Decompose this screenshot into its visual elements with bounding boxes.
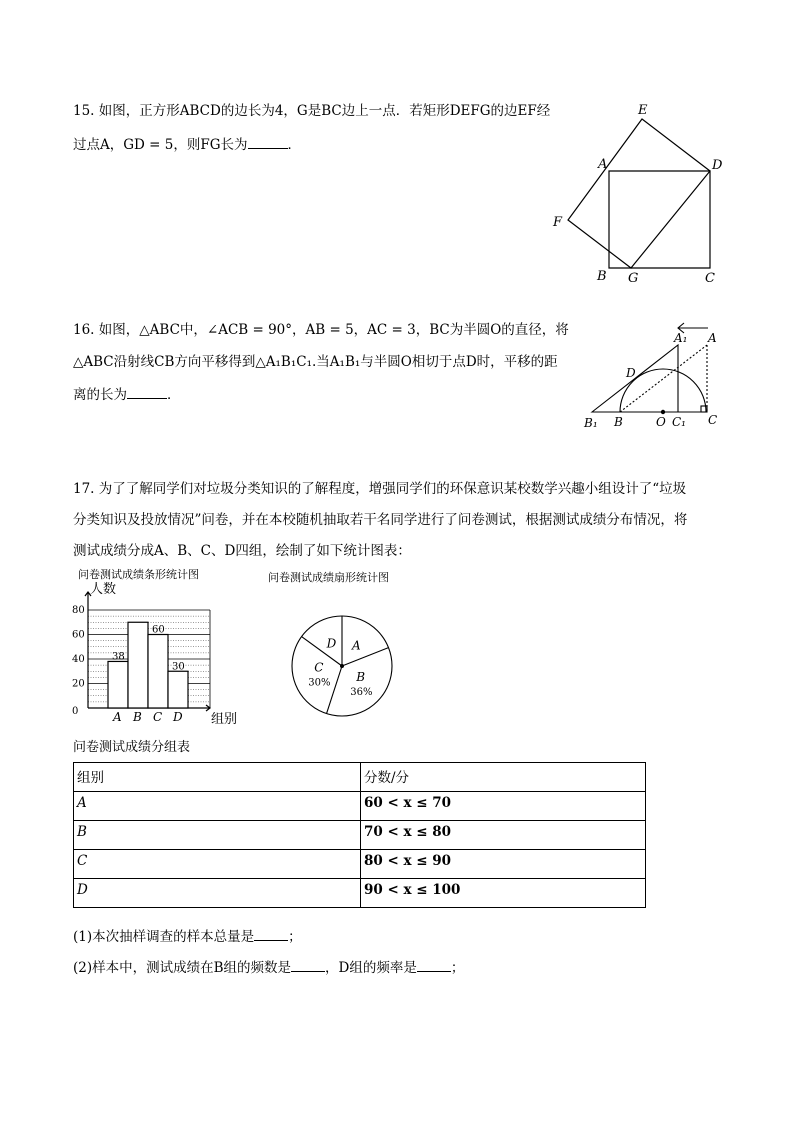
q16-label-A: A	[708, 331, 717, 345]
pie-label: B	[356, 670, 366, 685]
q17-sub1-text: (1)本次抽样调查的样本总量是	[73, 929, 255, 945]
bar-xtick-label: A	[113, 710, 122, 724]
q16-label-B1: B₁	[584, 416, 598, 430]
bar-ytick-label: 80	[72, 605, 85, 616]
pie-chart-title: 问卷测试成绩扇形统计图	[268, 571, 389, 584]
table-cell-range: 80 < x ≤ 90	[361, 850, 646, 879]
q16-line3-text: 离的长为	[73, 387, 127, 403]
q15-end: ．	[287, 137, 301, 153]
q17-sub2-end: ；	[450, 960, 465, 976]
q16-answer-blank[interactable]	[127, 384, 167, 399]
q16-label-C: C	[708, 413, 718, 427]
bar-ytick-label: 40	[72, 654, 85, 665]
table-header-score: 分数/分	[361, 763, 646, 792]
pie-percent-label: 36%	[350, 687, 373, 699]
q17-sub1-blank[interactable]	[254, 926, 288, 941]
bar-chart-xlabel: 组别	[211, 712, 238, 727]
bar-C	[148, 635, 168, 709]
table-row	[74, 821, 646, 850]
q16-label-A1: A₁	[674, 331, 688, 345]
table-cell-group: B	[74, 821, 361, 850]
q15-label-C: C	[705, 271, 715, 286]
pie-slice-B	[342, 648, 388, 666]
q17-sub1	[73, 926, 302, 947]
q16-figure	[580, 318, 730, 433]
q15-label-E: E	[638, 103, 648, 118]
pie-label: D	[326, 636, 337, 651]
q15-line2-text: 过点A，GD = 5，则FG长为	[73, 137, 248, 153]
q15-line2	[73, 134, 301, 155]
q16-line1: 16. 如图，△ABC中，∠ACB = 90°，AB = 5，AC = 3，BC为半圆O的直径，将	[73, 322, 569, 338]
q17-sub2-text-b: ，D组的频率是	[325, 960, 417, 976]
q16-line2: △ABC沿射线CB方向平移得到△A₁B₁C₁.当A₁B₁与半圆O相切于点D时，平移的距	[73, 354, 558, 370]
table-caption: 问卷测试成绩分组表	[73, 740, 191, 755]
bar-ytick-label: 20	[72, 678, 85, 690]
q17-sub2-text-a: (2)样本中，测试成绩在B组的频数是	[73, 960, 292, 976]
q15-label-D: D	[712, 158, 723, 173]
pie-slice-C	[327, 666, 342, 714]
pie-label: C	[314, 660, 324, 675]
pie-center	[340, 664, 344, 668]
q16-label-C1: C₁	[672, 415, 686, 429]
table-row	[74, 879, 646, 908]
table-header-row	[74, 763, 646, 792]
bar-chart-ylabel: 人数	[90, 582, 117, 597]
bar-xtick-label: C	[153, 710, 163, 724]
q17-sub2-blank-d[interactable]	[417, 957, 451, 972]
bar-chart-title: 问卷测试成绩条形统计图	[78, 568, 199, 581]
table-row	[74, 792, 646, 821]
q15-line1: 15. 如图，正方形ABCD的边长为4，G是BC边上一点．若矩形DEFG的边EF经	[73, 103, 551, 119]
table-cell-range: 90 < x ≤ 100	[361, 879, 646, 908]
q17-sub2	[73, 957, 464, 978]
table-header-group: 组别	[74, 763, 361, 792]
q15-label-B: B	[597, 269, 607, 284]
q15-label-F: F	[553, 215, 563, 230]
q15-figure	[545, 98, 735, 288]
bar-data-label: 30	[172, 661, 185, 673]
bar-A	[108, 661, 128, 708]
q16-end: ．	[167, 387, 181, 403]
q17-line3: 测试成绩分成A、B、C、D四组，绘制了如下统计图表：	[73, 543, 411, 559]
q17-sub2-blank-b[interactable]	[291, 957, 325, 972]
q17-line2: 分类知识及投放情况”问卷，并在本校随机抽取若干名同学进行了问卷测试，根据测试成绩分布情况，将	[73, 512, 688, 528]
table-cell-group: D	[74, 879, 361, 908]
pie-chart	[262, 562, 412, 722]
pie-percent-label: 30%	[308, 677, 331, 689]
table-cell-group: C	[74, 850, 361, 879]
pie-label: A	[352, 638, 361, 653]
table-row	[74, 850, 646, 879]
q17-sub1-end: ；	[288, 929, 302, 945]
score-group-table	[73, 762, 646, 908]
bar-ytick-label: 0	[72, 706, 79, 717]
q15-label-G: G	[628, 271, 639, 286]
q15-label-A: A	[598, 157, 608, 172]
bar-ytick-label: 60	[72, 629, 85, 641]
q15-answer-blank[interactable]	[248, 134, 288, 149]
q16-label-O: O	[656, 415, 666, 429]
q16-label-D: D	[626, 366, 636, 380]
bar-xtick-label: D	[173, 710, 183, 724]
table-cell-range: 60 < x ≤ 70	[361, 792, 646, 821]
q17-line1: 17. 为了了解同学们对垃圾分类知识的了解程度，增强同学们的环保意识某校数学兴趣小组设计了“垃圾	[73, 481, 687, 497]
table-cell-range: 70 < x ≤ 80	[361, 821, 646, 850]
q16-label-B: B	[614, 415, 623, 429]
table-cell-group: A	[74, 792, 361, 821]
bar-chart	[60, 562, 250, 727]
bar-xtick-label: B	[133, 710, 142, 724]
bar-data-label: 38	[112, 651, 125, 663]
q16-line3	[73, 384, 181, 405]
bar-D	[168, 671, 188, 708]
bar-B	[128, 622, 148, 708]
bar-data-label: 60	[152, 624, 165, 636]
